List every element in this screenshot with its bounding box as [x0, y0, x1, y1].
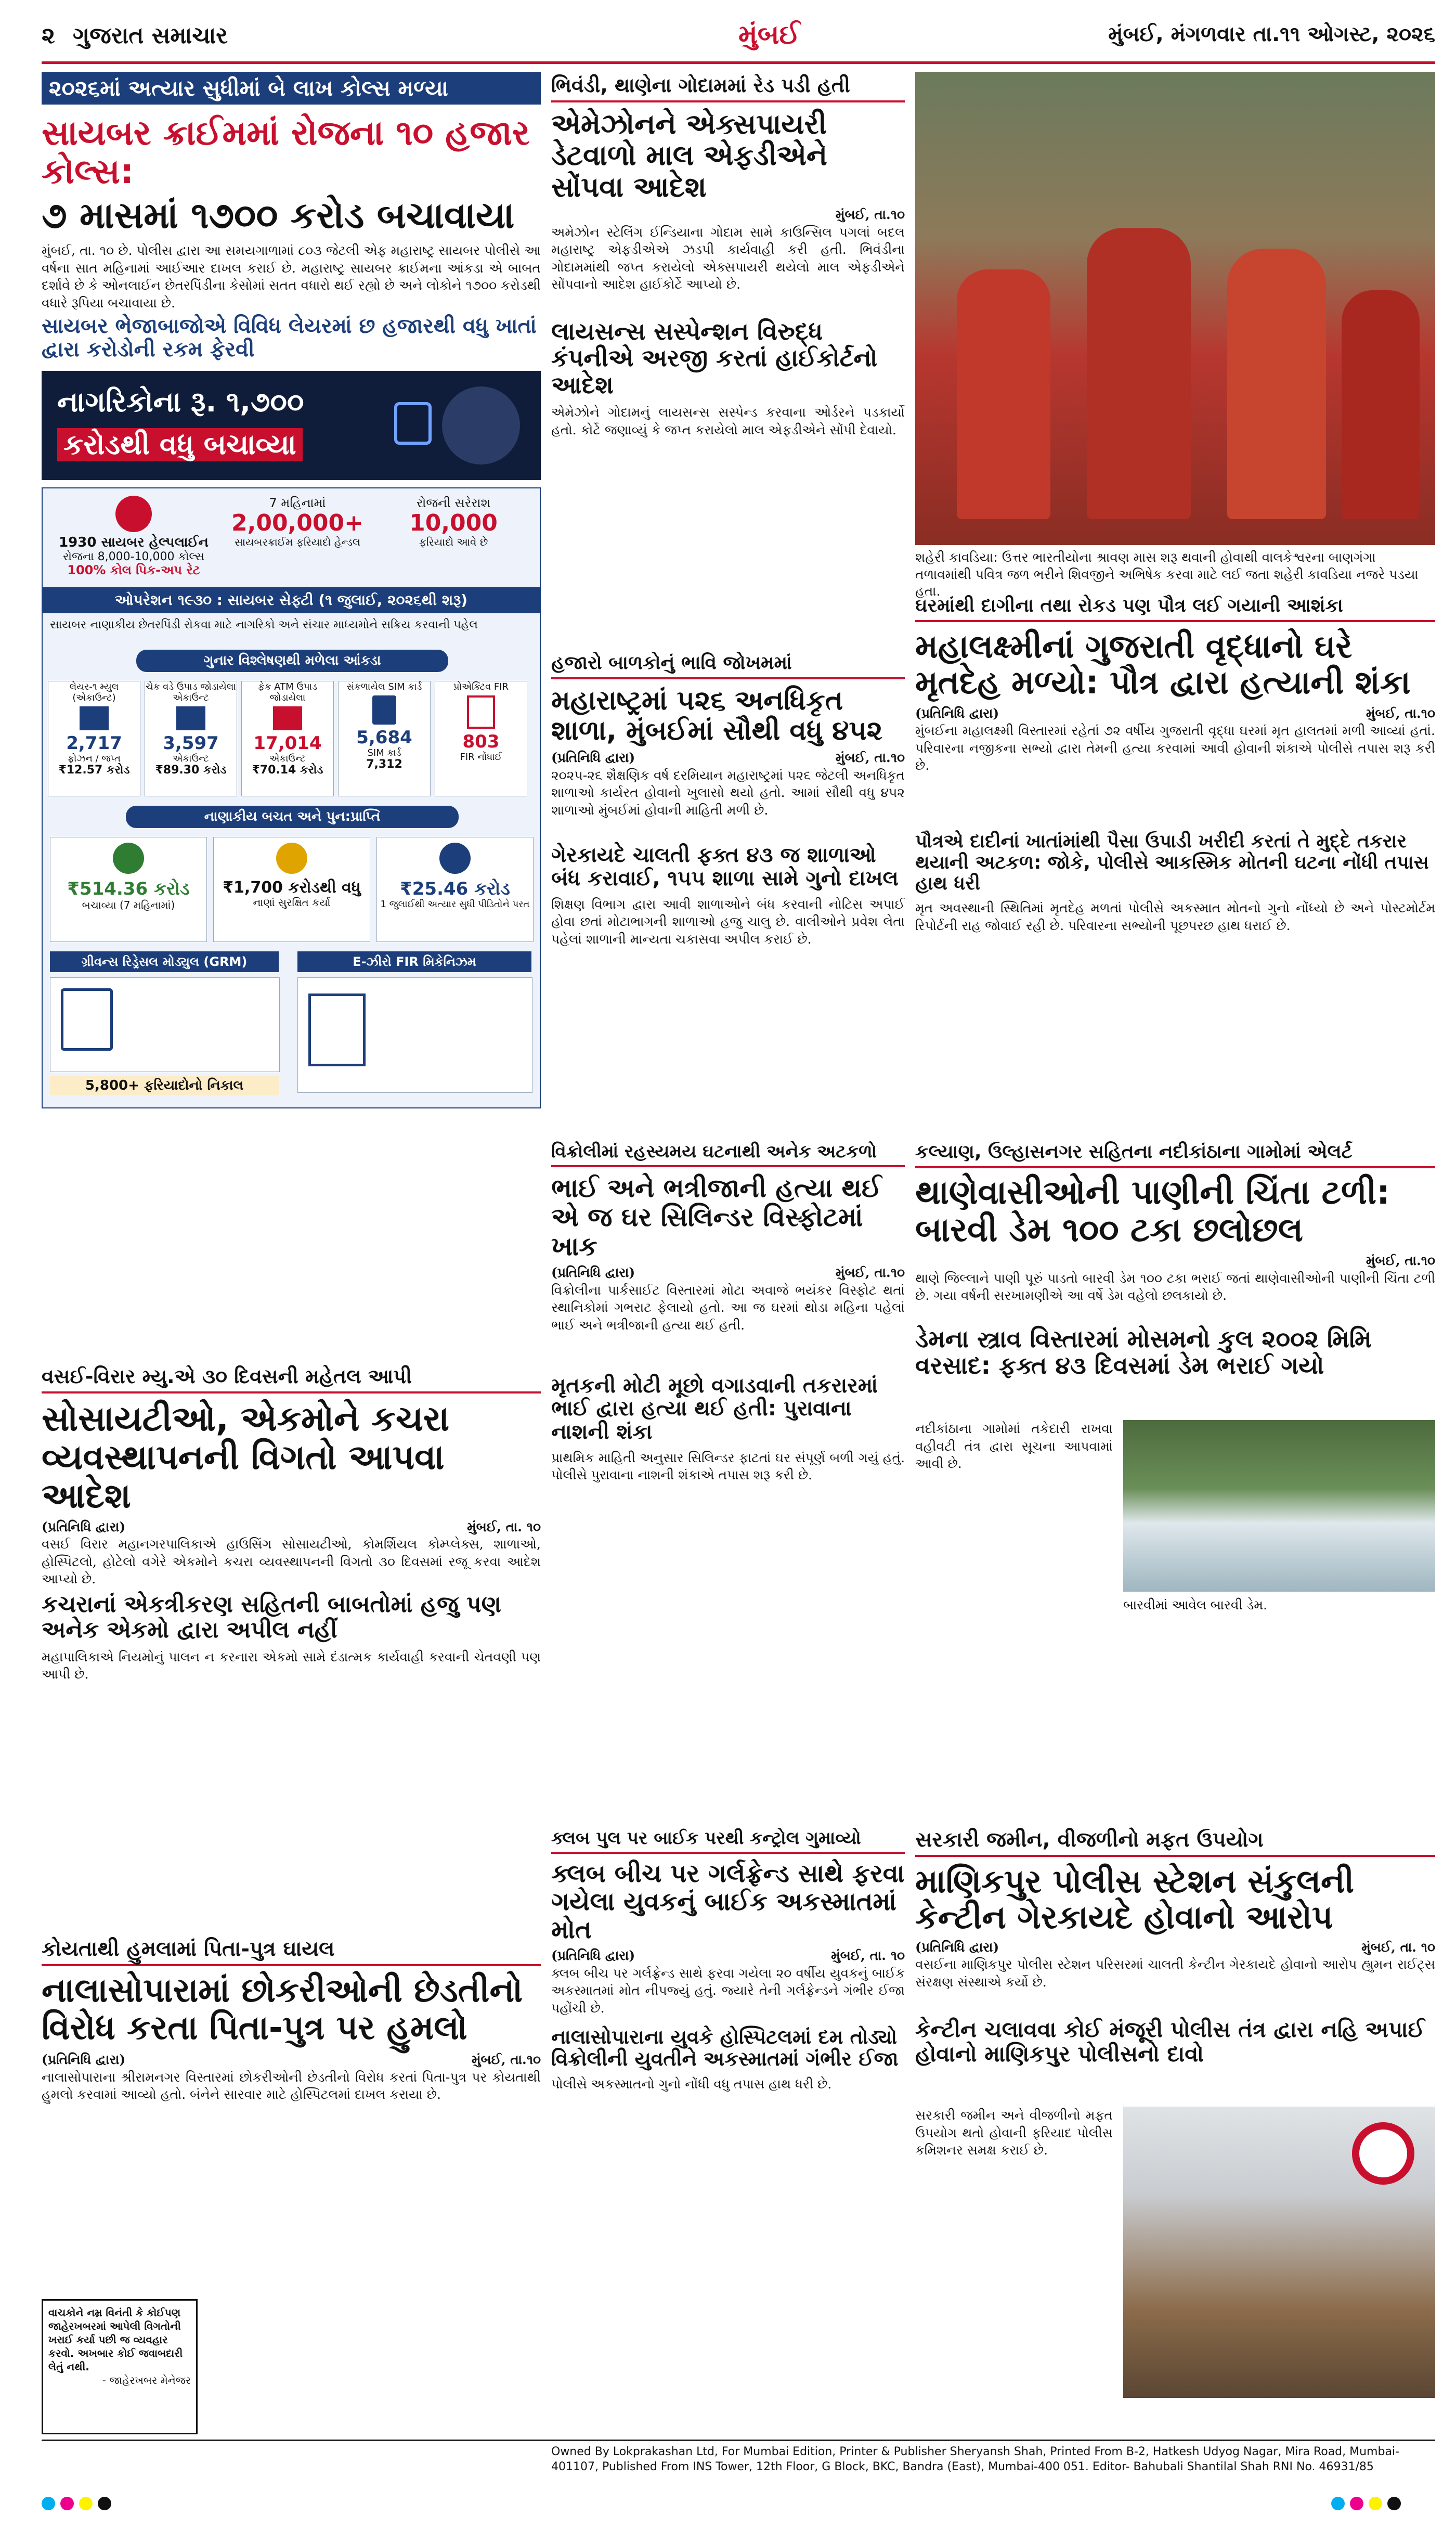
- stat2-note: ફરિયાદો આવે છે: [419, 536, 488, 549]
- club-byline-text: (પ્રતિનિધિ દ્વારા): [551, 1948, 635, 1964]
- helpline-note: 100% કોલ પિક-અપ રેટ: [67, 562, 200, 577]
- recovery-3-note: 1 જુલાઈથી અત્યાર સુધી પીડિતોને પરત: [380, 898, 530, 910]
- mahalaxmi-headline: મહાલક્ષ્મીનાં ગુજરાતી વૃદ્ધાનો ઘરે મૃતદેહ મળ્યો: પૌત્ર દ્વારા હત્યાની શંકા: [915, 627, 1411, 702]
- tile-5: [435, 681, 527, 796]
- amazon-kicker: ભિવંડી, થાણેના ગોદામમાં રેડ પડી હતી: [551, 72, 905, 102]
- tile-3-value: 17,014: [253, 732, 322, 754]
- mahalaxmi-dateline: મુંબઈ, તા.૧૦: [1366, 705, 1435, 721]
- grm-bar: ગ્રીવન્સ રિડ્રેસલ મોડ્યુલ (GRM): [50, 951, 279, 972]
- black-dot: [1387, 2497, 1401, 2510]
- schools-dateline: મુંબઈ, તા.૧૦: [835, 750, 905, 766]
- reader-notice-sign: - જાહેરખબર મેનેજર: [102, 2374, 191, 2386]
- masthead: [42, 16, 1435, 57]
- helpline-block: [48, 496, 219, 577]
- paper-name: ગુજરાત સમાચાર: [73, 22, 228, 49]
- vikhroli-byline-text: (પ્રતિનિધિ દ્વારા): [551, 1265, 635, 1280]
- helpline-sub: રોજના 8,000-10,000 કોલ્સ: [63, 550, 204, 563]
- tile-1: [48, 681, 140, 796]
- tile-2: [145, 681, 237, 796]
- kanwar-figure: [1227, 249, 1326, 519]
- manikpur-article: [915, 1826, 1435, 2424]
- tile-3: [241, 681, 334, 796]
- recovery-1-value: ₹514.36 કરોડ: [67, 878, 190, 899]
- tile-3-amount: ₹70.14 કરોડ: [252, 763, 323, 777]
- manikpur-kicker: સરકારી જમીન, વીજળીનો મફત ઉપયોગ: [915, 1826, 1435, 1857]
- money-bag-icon: [276, 843, 307, 874]
- canteen-photo: [1123, 2107, 1435, 2398]
- mahalaxmi-subhead: પૌત્રએ દાદીનાં ખાતાંમાંથી પૈસા ઉપાડી ખરીદી કરતાં તે મુદ્દે તકરાર થયાની અટકળ: જોકે, પોલીસે આકસ્મિક મોતની ઘટના નોંધી તપાસ હાથ ધરી: [915, 831, 1429, 894]
- recovery-2: [213, 837, 370, 942]
- club-headline: ક્લબ બીચ પર ગર્લફ્રેન્ડ સાથે ફરવા ગયેલા યુવકનું બાઈક અકસ્માતમાં મોત: [551, 1859, 905, 1944]
- grm-panel: [50, 977, 280, 1072]
- page-number: ૨: [42, 22, 55, 49]
- vikhroli-byline: [551, 1264, 905, 1282]
- kanwar-photo: [915, 72, 1435, 545]
- vikhroli-body: વિક્રોલીના પાર્કસાઈટ વિસ્તારમાં મોટા અવાજે ભયંકર વિસ્ફોટ થતાં સ્થાનિકોમાં ગભરાટ ફેલાયો હતો. આ જ ઘરમાં થોડા મહિના પહેલાં ભાઈ અને ભત્રીજાની હત્યા થઈ હતી.: [551, 1282, 905, 1333]
- manikpur-subhead: કેન્ટીન ચલાવવા કોઈ મંજૂરી પોલીસ તંત્ર દ્વારા નહિ અપાઈ હોવાનો માણિકપુર પોલીસનો દાવો: [915, 2017, 1425, 2067]
- vasai-body: વસઈ વિરાર મહાનગરપાલિકાએ હાઉસિંગ સોસાયટીઓ, કોમર્શિયલ કોમ્પ્લેક્સ, શાળાઓ, હોસ્પિટલો, હોટેલો વગેરે એકમોને કચરા વ્યવસ્થાપનની વિગતો ૩૦ દિવસમાં રજૂ કરવા આદેશ આપ્યો છે.: [42, 1537, 541, 1587]
- amazon-headline: એમેઝોનને એક્સપાયરી ડેટવાળો માલ એફડીએને સોંપવા આદેશ: [551, 108, 828, 203]
- tile-1-note: ફ્રોઝન / જપ્ત: [68, 753, 121, 764]
- analysis-bar: ગુનાર વિશ્લેષણથી મળેલા આંકડા: [136, 650, 448, 672]
- mahalaxmi-byline: [915, 705, 1435, 722]
- efir-bar: E-ઝીરો FIR મિકેનિઝમ: [297, 951, 531, 972]
- cyan-dot: [42, 2497, 55, 2510]
- vasai-article: [42, 1363, 541, 1925]
- tile-5-note: FIR નોંધાઈ: [460, 751, 502, 763]
- kanwar-figure: [957, 269, 1050, 519]
- cyber-article: [42, 72, 541, 1185]
- cyber-kicker: ૨૦૨૬માં અત્યાર સુધીમાં બે લાખ કોલ્સ મળ્યા: [42, 72, 541, 105]
- tile-2-value: 3,597: [163, 732, 219, 754]
- water-dateline: મુંબઈ, તા.૧૦: [1366, 1253, 1435, 1269]
- koyta-byline: [42, 2051, 541, 2069]
- manikpur-body-2: સરકારી જમીન અને વીજળીનો મફત ઉપયોગ થતો હોવાની ફરિયાદ પોલીસ કમિશનર સમક્ષ કરાઈ છે.: [915, 2108, 1113, 2158]
- color-registration-marks: [42, 2497, 116, 2512]
- recovery-3: [376, 837, 534, 942]
- club-body-2: પોલીસે અકસ્માતનો ગુનો નોંધી વધુ તપાસ હાથ ધરી છે.: [551, 2076, 832, 2092]
- schools-headline: મહારાષ્ટ્રમાં ૫૨૬ અનધિકૃત શાળા, મુંબઈમાં સૌથી વધુ ૪૫૨: [551, 685, 883, 747]
- kanwar-figure: [1087, 228, 1191, 519]
- mahalaxmi-kicker: ઘરમાંથી દાગીના તથા રોકડ પણ પૌત્ર લઈ ગયાની આશંકા: [915, 593, 1435, 622]
- vikhroli-article: [551, 1139, 905, 1815]
- vikhroli-body-2: પ્રાથમિક માહિતી અનુસાર સિલિન્ડર ફાટતાં ઘર સંપૂર્ણ બળી ગયું હતું. પોલીસે પુરાવાના નાશની શંકાએ તપાસ શરૂ કરી છે.: [551, 1450, 905, 1483]
- amazon-body-2: એમેઝોને ગોદામનું લાયસન્સ સસ્પેન્ડ કરવાના ઓર્ડરને પડકાર્યો હતો. કોર્ટે જણાવ્યું કે જપ્ત કરાયેલો માલ એફડીએને સોંપી દેવાયો.: [551, 405, 905, 437]
- fir-document-icon: [467, 695, 495, 729]
- vikhroli-subhead: મૃતકની મોટી મૂછો વગાડવાની તકરારમાં ભાઈ દ્વારા હત્યા થઈ હતી: પુરાવાના નાશની શંકા: [551, 1373, 878, 1444]
- club-subhead: નાલાસોપારાના યુવકે હોસ્પિટલમાં દમ તોડ્યો વિક્રોલીની યુવતીને અકસ્માતમાં ગંભીર ઈજા: [551, 2025, 899, 2071]
- manikpur-headline: માણિકપુર પોલીસ સ્ટેશન સંકુલની કેન્ટીન ગેરકાયદે હોવાનો આરોપ: [915, 1862, 1354, 1937]
- rupee-shield-icon: [113, 843, 144, 874]
- vikhroli-kicker: વિક્રોલીમાં રહસ્યમય ઘટનાથી અનેક અટકળો: [551, 1139, 905, 1167]
- promo-line-1: નાગરિકોના રૂ. ૧,૭૦૦: [57, 385, 304, 418]
- cyan-dot: [1331, 2497, 1345, 2510]
- water-headline: થાણેવાસીઓની પાણીની ચિંતા ટળી: બારવી ડેમ ૧૦૦ ટકા છલોછલ: [915, 1173, 1390, 1249]
- cyber-promo-banner: [42, 371, 541, 480]
- club-body: ક્લબ બીચ પર ગર્લફ્રેન્ડ સાથે ફરવા ગયેલા ૨૦ વર્ષીય યુવકનું બાઈક અકસ્માતમાં મોત નીપજ્યું હતું. જ્યારે તેની ગર્લફ્રેન્ડને ગંભીર ઈજા પહોંચી છે.: [551, 1965, 905, 2016]
- tile-2-note: એકાઉન્ટ: [173, 753, 209, 764]
- schools-article: [551, 650, 905, 1129]
- efir-document-icon: [308, 993, 366, 1066]
- stat1-value: 2,00,000+: [231, 509, 363, 536]
- no-entry-sign-icon: [1352, 2122, 1414, 2185]
- club-article: [551, 1826, 905, 2424]
- tile-2-label: ચેક વડે ઉપાડ જોડાયેલા એકાઉન્ટ: [146, 681, 236, 703]
- cyber-stats-panel: [42, 487, 541, 1108]
- amazon-article: [551, 72, 905, 639]
- vasai-subhead: કચરાનાં એકત્રીકરણ સહિતની બાબતોમાં હજુ પણ અનેક એકમો દ્વારા અપીલ નહીં: [42, 1591, 501, 1644]
- mahalaxmi-body-2: મૃત અવસ્થાની સ્થિતિમાં મૃતદેહ મળતાં પોલીસે અકસ્માત મોતનો ગુનો નોંધ્યો છે અને પોસ્ટમોર્ટમ રિપોર્ટની રાહ જોવાઈ રહી છે. પરિવારના સભ્યોની પૂછપરછ હાથ ધરાઈ છે.: [915, 900, 1435, 933]
- manikpur-byline: [915, 1939, 1435, 1956]
- vikhroli-dateline: મુંબઈ, તા.૧૦: [835, 1265, 905, 1280]
- promo-line-2: કરોડથી વધુ બચાવ્યા: [57, 428, 303, 461]
- koyta-kicker: કોયતાથી હુમલામાં પિતા-પુત્ર ઘાયલ: [42, 1935, 541, 1966]
- magenta-dot: [1350, 2497, 1363, 2510]
- hacker-icon: [442, 386, 520, 464]
- cyber-headline-1: સાયબર ક્રાઈમમાં રોજના ૧૦ હજાર કોલ્સ:: [42, 113, 530, 191]
- koyta-article: [42, 1935, 541, 2455]
- imprint: Owned By Lokprakashan Ltd, For Mumbai Edition, Printer & Publisher Sheryansh Shah, Printed From B-2, Hatkesh Udyog Nagar, Mira Road, Mumbai-401107, Published From INS Tower, 12th Floor, G Block, BKC, Bandra (East), Mumbai-400 051. Editor- Bahubali Shantilal Shah RNI No. 46931/85: [551, 2445, 1399, 2473]
- vasai-body-2: મહાપાલિકાએ નિયમોનું પાલન ન કરનારા એકમો સામે દંડાત્મક કાર્યવાહી કરવાની ચેતવણી પણ આપી છે.: [42, 1649, 541, 1682]
- stat-seven-months: [225, 496, 370, 548]
- amazon-subhead: લાયસન્સ સસ્પેન્શન વિરુદ્ધ કંપનીએ અરજી કરતાં હાઈકોર્ટનો આદેશ: [551, 317, 878, 399]
- atm-icon: [273, 706, 302, 730]
- koyta-byline-text: (પ્રતિનિધિ દ્વારા): [42, 2052, 126, 2068]
- water-article: [915, 1139, 1435, 1815]
- checklist-icon: [61, 988, 113, 1051]
- masthead-rule: [42, 61, 1435, 64]
- grm-total: 5,800+ ફરિયાદોનો નિકાલ: [50, 1076, 279, 1095]
- water-subhead: ડેમના સ્ત્રાવ વિસ્તારમાં મોસમનો કુલ ૨૦૦૨ મિમિ વરસાદ: ફક્ત ૪૩ દિવસમાં ડેમ ભરાઈ ગયો: [915, 1324, 1372, 1380]
- recovery-1-note: બચાવ્યા (7 મહિનામાં): [82, 898, 175, 911]
- schools-subhead: ગેરકાયદે ચાલતી ફક્ત ૪૩ જ શાળાઓ બંધ કરાવાઈ, ૧૫૫ શાળા સામે ગુનો દાખલ: [551, 843, 899, 891]
- amazon-body: અમેઝોન સ્ટેલિંગ ઈન્ડિયાના ગોદામ સામે કાઉન્સિલ પગલાં બદલ મહારાષ્ટ્ર એફડીએએ ઝડપી કાર્યવાહી કરી હતી. ભિવંડીના ગોદામમાંથી જપ્ત કરાયેલો એક્સપાયરી થયેલો માલ એફડીએને સોંપવાનો આદેશ હાઈકોર્ટે આપ્યો છે.: [551, 224, 905, 292]
- club-byline: [551, 1947, 905, 1965]
- vasai-dateline: મુંબઈ, તા. ૧૦: [467, 1519, 541, 1534]
- cyber-subhead: સાયબર ભેજાબાજોએ વિવિધ લેયરમાં છ હજારથી વધુ ખાતાં દ્વારા કરોડોની રકમ ફેરવી: [42, 314, 537, 362]
- black-dot: [98, 2497, 111, 2510]
- vasai-byline-text: (પ્રતિનિધિ દ્વારા): [42, 1519, 126, 1534]
- dateline: મુંબઈ, મંગળવાર તા.૧૧ ઓગસ્ટ, ૨૦૨૬: [1108, 22, 1435, 46]
- manikpur-body: વસઈના માણિકપુર પોલીસ સ્ટેશન પરિસરમાં ચાલતી કેન્ટીન ગેરકાયદે હોવાનો આરોપ હ્યુમન રાઈટ્સ સંરક્ષણ સંસ્થાએ કર્યો છે.: [915, 1957, 1435, 1990]
- cyber-body: મુંબઈ, તા. ૧૦ છે. પોલીસ દ્વારા આ સમયગાળામાં ૮૦૩ જેટલી એફ મહારાષ્ટ્ર સાયબર પોલીસે આ વર્ષના સાત મહિનામાં આઈઆર દાખલ કરાઈ છે. મહારાષ્ટ્ર સાયબર ક્રાઈમના આંકડા એ બાબત દર્શાવે છે કે ઓનલાઈન છેતરપિંડીના કેસોમાં સતત વધારો થઈ રહ્યો છે અને લોકોને ૧૭૦૦ કરોડથી વધારે રૂપિયા બચાવાયા છે.: [42, 243, 541, 311]
- operation-bar: ઓપરેશન ૧૯૩૦ : સાયબર સેફ્ટી (૧ જુલાઈ, ૨૦૨૬થી શરૂ): [43, 587, 540, 613]
- tile-4-value: 5,684: [356, 727, 412, 748]
- mahalaxmi-article: [915, 593, 1435, 1134]
- recovery-bar: નાણાકીય બચત અને પુન:પ્રાપ્તિ: [126, 806, 459, 828]
- stat1-note: સાયબરક્રાઈમ ફરિયાદો હેન્ડલ: [234, 536, 361, 549]
- cheque-icon: [176, 706, 205, 730]
- yellow-dot: [79, 2497, 93, 2510]
- water-body-2: નદીકાંઠાના ગામોમાં તકેદારી રાખવા વહીવટી તંત્ર દ્વારા સૂચના આપવામાં આવી છે.: [915, 1421, 1113, 1471]
- club-kicker: ક્લબ પુલ પર બાઈક પરથી કન્ટ્રોલ ગુમાવ્યો: [551, 1826, 905, 1854]
- schools-byline-text: (પ્રતિનિધિ દ્વારા): [551, 750, 635, 766]
- recovery-2-value: ₹1,700 કરોડથી વધુ: [223, 878, 361, 897]
- water-kicker: કલ્યાણ, ઉલ્હાસનગર સહિતના નદીકાંઠાના ગામોમાં એલર્ટ: [915, 1139, 1435, 1168]
- vasai-headline: સોસાયટીઓ, એકમોને કચરા વ્યવસ્થાપનની વિગતો આપવા આદેશ: [42, 1399, 450, 1516]
- vikhroli-headline: ભાઈ અને ભત્રીજાની હત્યા થઈ એ જ ઘર સિલિન્ડર વિસ્ફોટમાં ખાક: [551, 1173, 882, 1261]
- dam-caption: બારવીમાં આવેલ બારવી ડેમ.: [1123, 1597, 1267, 1612]
- edition-name: મુંબઈ: [738, 19, 800, 50]
- magenta-dot: [60, 2497, 74, 2510]
- schools-body-2: શિક્ષણ વિભાગ દ્વારા આવી શાળાઓને બંધ કરવાની નોટિસ અપાઈ હોવા છતાં મોટાભાગની શાળાઓ હજુ ચાલુ છે. વાલીઓને પ્રવેશ લેતા પહેલાં શાળાની માન્યતા ચકાસવા અપીલ કરાઈ છે.: [551, 896, 905, 947]
- lock-icon: [394, 402, 432, 445]
- tile-4-label: સંકળાયેલ SIM કાર્ડ: [346, 681, 422, 692]
- tile-5-value: 803: [462, 731, 500, 752]
- tile-2-amount: ₹89.30 કરોડ: [155, 763, 227, 777]
- cyber-headline-2: ૭ માસમાં ૧૭૦૦ કરોડ બચાવાયા: [42, 193, 515, 237]
- phone-icon: [115, 496, 152, 532]
- schools-body: ૨૦૨૫-૨૬ શૈક્ષણિક વર્ષ દરમિયાન મહારાષ્ટ્રમાં ૫૨૬ જેટલી અનધિકૃત શાળાઓ કાર્યરત હોવાનો ખુલાસો થયો હતો. આમાં સૌથી વધુ ૪૫૨ શાળાઓ મુંબઈમાં હોવાની માહિતી મળી છે.: [551, 767, 905, 818]
- vasai-byline: [42, 1518, 541, 1536]
- manikpur-byline-text: (પ્રતિનિધિ દ્વારા): [915, 1939, 999, 1955]
- dam-photo: [1123, 1420, 1435, 1592]
- tile-4: [338, 681, 431, 796]
- tile-1-amount: ₹12.57 કરોડ: [58, 763, 130, 777]
- water-body: થાણે જિલ્લાને પાણી પૂરું પાડતો બારવી ડેમ ૧૦૦ ટકા ભરાઈ જતાં થાણેવાસીઓની પાણીની ચિંતા ટળી છે. ગયા વર્ષની સરખામણીએ આ વર્ષે ડેમ વહેલો છલકાયો છે.: [915, 1270, 1435, 1304]
- reader-notice-text: વાચકોને નમ્ર વિનંતી કે કોઈપણ જાહેરખબરમાં આપેલી વિગતોની ખરાઈ કર્યા પછી જ વ્યવહાર કરવો. અખબાર કોઈ જવાબદારી લેતું નથી.: [48, 2306, 183, 2373]
- kanwar-caption: શહેરી કાવડિયા: ઉત્તર ભારતીયોના શ્રાવણ માસ શરૂ થવાની હોવાથી વાલકેશ્વરના બાણગંગા તળાવમાંથી પવિત્ર જળ ભરીને શિવજીને અભિષેક કરવા માટે લઈ જતા શહેરી કાવડિયા નજરે પડયા હતા.: [915, 550, 1419, 599]
- recovery-3-value: ₹25.46 કરોડ: [400, 878, 510, 899]
- stat2-label: રોજની સરેરાશ: [416, 495, 491, 510]
- schools-byline: [551, 749, 905, 767]
- bank-icon: [80, 706, 109, 730]
- color-registration-marks: [1331, 2497, 1406, 2512]
- refund-icon: [439, 843, 471, 874]
- stat1-label: 7 મહિનામાં: [269, 495, 326, 510]
- tile-1-value: 2,717: [66, 732, 122, 754]
- tile-3-note: એકાઉન્ટ: [269, 753, 306, 764]
- koyta-body: નાલાસોપારાના શ્રીરામનગર વિસ્તારમાં છોકરીઓની છેડતીનો વિરોધ કરતાં પિતા-પુત્ર પર કોયતાથી હુમલો કરવામાં આવ્યો હતો. બંનેને સારવાર માટે હોસ્પિટલમાં દાખલ કરાયા છે.: [42, 2069, 541, 2102]
- helpline-label: 1930 સાયબર હેલ્પલાઈન: [59, 534, 209, 550]
- reader-notice: [42, 2299, 198, 2434]
- stat-daily: [375, 496, 531, 548]
- koyta-headline: નાલાસોપારામાં છોકરીઓની છેડતીનો વિરોધ કરતા પિતા-પુત્ર પર હુમલો: [42, 1971, 523, 2047]
- recovery-1: [50, 837, 207, 942]
- tile-5-label: પ્રોએક્ટિવ FIR: [453, 681, 509, 692]
- sim-card-icon: [372, 695, 396, 725]
- kanwar-figure: [1342, 290, 1420, 519]
- footer-rule: [42, 2440, 1435, 2441]
- stat2-value: 10,000: [409, 509, 498, 536]
- operation-note: સાયબર નાણાકીય છેતરપિંડી રોકવા માટે નાગરિકો અને સંચાર માધ્યમોને સક્રિય કરવાની પહેલ: [50, 618, 478, 631]
- mahalaxmi-byline-text: (પ્રતિનિધિ દ્વારા): [915, 705, 999, 721]
- amazon-dateline: મુંબઈ, તા.૧૦: [835, 207, 905, 223]
- club-dateline: મુંબઈ, તા. ૧૦: [831, 1948, 905, 1964]
- recovery-2-note: નાણાં સુરક્ષિત કર્યા: [253, 896, 331, 909]
- yellow-dot: [1369, 2497, 1382, 2510]
- manikpur-dateline: મુંબઈ, તા. ૧૦: [1361, 1939, 1435, 1955]
- koyta-dateline: મુંબઈ, તા.૧૦: [471, 2052, 541, 2068]
- efir-panel: [297, 977, 532, 1093]
- schools-kicker: હજારો બાળકોનું ભાવિ જોખમમાં: [551, 650, 905, 679]
- tile-4-amount: 7,312: [366, 757, 402, 771]
- tile-1-label: લેયર-૧ મ્યુલ (એકાઉન્ટ): [69, 681, 119, 703]
- mahalaxmi-body: મુંબઈના મહાલક્ષ્મી વિસ્તારમાં રહેતાં ૭૨ વર્ષીય ગુજરાતી વૃદ્ધા ઘરમાં મૃત હાલતમાં મળી આવ્યાં હતાં. પરિવારના નજીકના સભ્યો દ્વારા તેમની હત્યા કરવામાં આવી હોવાની શંકાએ પોલીસે તપાસ શરૂ કરી છે.: [915, 723, 1435, 773]
- tile-3-label: ફેક ATM ઉપાડ જોડાયેલા: [257, 681, 318, 703]
- tile-4-note: SIM કાર્ડ: [367, 747, 401, 758]
- vasai-kicker: વસઈ-વિરાર મ્યુ.એ ૩૦ દિવસની મહેતલ આપી: [42, 1363, 541, 1393]
